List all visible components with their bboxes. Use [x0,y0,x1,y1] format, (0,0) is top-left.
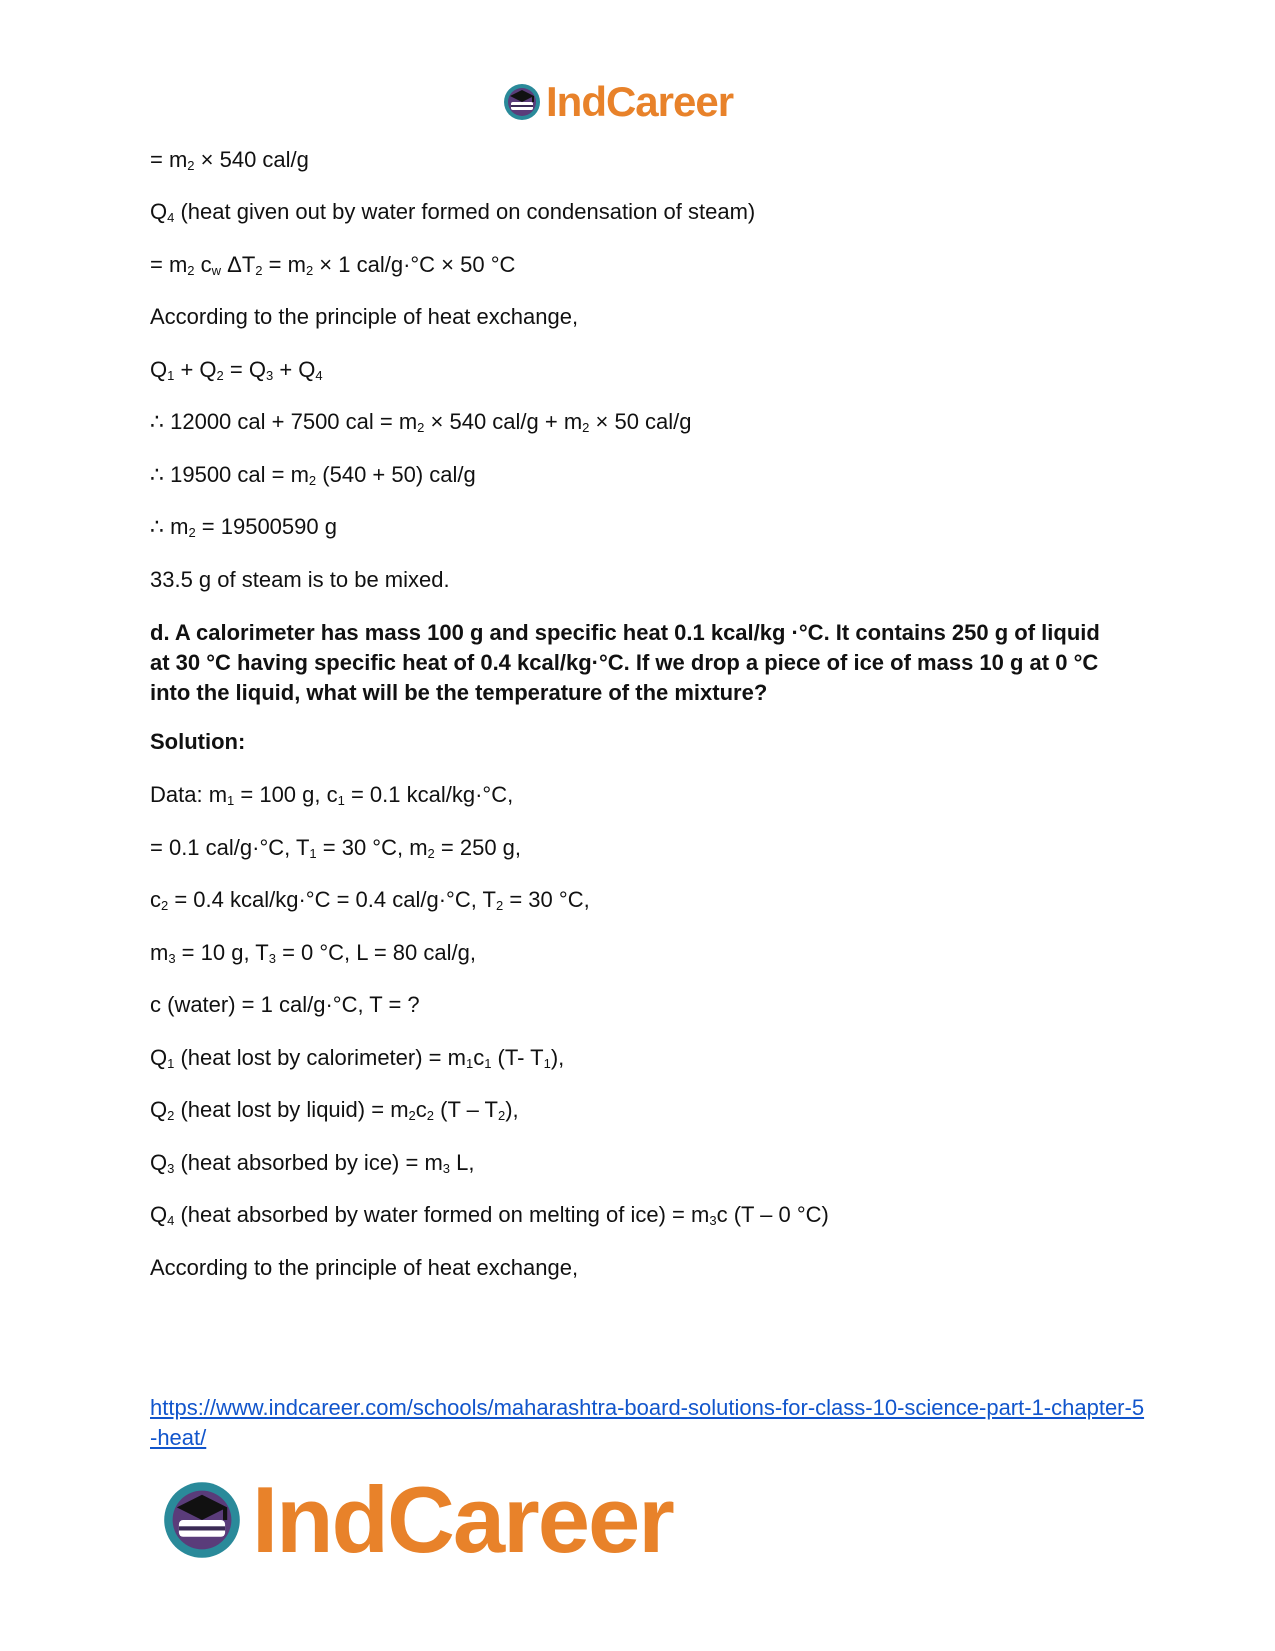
text-segment: = 0.4 kcal/kg·°C = 0.4 cal/g·°C, T [168,887,496,912]
text-line [150,197,755,227]
text-segment: Q [150,1150,168,1175]
text-segment: Q [150,199,168,224]
graduation-book-icon [160,1478,244,1562]
text-segment: = 30 °C, [503,887,590,912]
text-line [150,938,476,968]
text-segment: Q [150,357,168,382]
text-segment: c (T – 0 °C) [716,1202,829,1227]
subscript: 3 [442,1161,451,1176]
text-segment: ), [550,1045,565,1070]
text-line [150,1253,578,1283]
text-segment: = m [150,147,188,172]
subscript: 4 [315,368,323,383]
text-segment: = m [150,252,188,277]
text-line [150,250,515,280]
subscript: 1 [167,368,175,383]
text-segment: × 50 cal/g [589,409,692,434]
text-line [150,1043,564,1073]
text-segment: × 1 cal/g·°C × 50 °C [313,252,516,277]
text-segment: = 10 g, T [175,940,269,965]
subscript: 4 [167,1213,175,1228]
text-segment: = 0 °C, L = 80 cal/g, [275,940,476,965]
subscript: 4 [167,210,175,225]
text-segment: c [150,887,161,912]
text-segment: c [473,1045,485,1070]
text-segment: = m [262,252,306,277]
text-segment: = Q [223,357,266,382]
text-segment: c [194,252,212,277]
text-segment: (heat lost by liquid) = m [174,1097,409,1122]
text-segment: × 540 cal/g + m [424,409,583,434]
text-line [150,145,309,175]
subscript: 2 [187,158,195,173]
subscript: 2 [167,1108,175,1123]
subscript: 2 [426,1108,434,1123]
subscript: 2 [216,368,224,383]
footer-logo-text: IndCareer [252,1467,673,1572]
text-segment: (heat absorbed by ice) = m [174,1150,443,1175]
text-line [150,302,578,332]
text-segment: c (water) = 1 cal/g·°C, T = ? [150,992,420,1017]
text-line [150,1148,474,1178]
subscript: 3 [265,368,274,383]
subscript: 2 [427,846,435,861]
text-line [150,512,337,542]
text-segment: c [415,1097,427,1122]
text-segment: + Q [273,357,316,382]
text-segment: + Q [174,357,217,382]
text-segment: ∴ 12000 cal + 7500 cal = m [150,409,418,434]
text-segment: = 30 °C, m [316,835,428,860]
text-segment: (heat given out by water formed on condensation of steam) [174,199,756,224]
footer-logo [160,1466,673,1574]
subscript: 2 [582,420,590,435]
text-line [150,990,420,1020]
text-segment: Data: m [150,782,228,807]
text-segment: ∴ 19500 cal = m [150,462,309,487]
text-segment: = 0.1 cal/g·°C, T [150,835,310,860]
text-segment: ΔT [221,252,256,277]
text-segment: 33.5 g of steam is to be mixed. [150,567,450,592]
subscript: 2 [308,473,317,488]
text-line [150,460,476,490]
text-line [150,565,450,595]
text-line [150,780,513,810]
text-segment: (T – T [434,1097,498,1122]
subscript: 3 [167,1161,175,1176]
source-link[interactable]: https://www.indcareer.com/schools/maharashtra-board-solutions-for-class-10-science-part-1-chapter-5-heat/ [150,1395,1145,1450]
text-segment: L, [450,1150,475,1175]
header-logo [502,78,733,126]
text-segment: = 100 g, c [234,782,338,807]
text-segment: = 250 g, [434,835,522,860]
subscript: 2 [187,263,195,278]
text-segment: Q [150,1097,168,1122]
text-segment: Q [150,1202,168,1227]
subscript: 1 [309,846,317,861]
text-segment: = 0.1 kcal/kg·°C, [344,782,514,807]
text-segment: ), [505,1097,519,1122]
subscript: 2 [305,263,314,278]
subscript: 2 [161,898,169,913]
text-line [150,407,692,437]
text-segment: m [150,940,169,965]
subscript: 3 [168,951,176,966]
subscript: 1 [167,1056,175,1071]
solution-heading [150,727,1110,757]
subscript: 2 [496,898,504,913]
text-segment: Q [150,1045,168,1070]
subscript: 1 [484,1056,492,1071]
text-line [150,885,590,915]
subscript: 1 [543,1056,551,1071]
text-segment: According to the principle of heat exchange, [150,304,579,329]
subscript: 1 [465,1056,474,1071]
subscript: 2 [497,1108,506,1123]
text-line [150,1095,519,1125]
text-segment: (540 + 50) cal/g [316,462,476,487]
text-segment: × 540 cal/g [194,147,309,172]
text-segment: d. A calorimeter has mass 100 g and specific heat 0.1 kcal/kg ·°C. It contains 250 g of liquid at 30 °C having specific heat of 0.4 kcal/kg·°C. If we drop a piece of ice of mass 10 g at 0 °C into the liquid, what will be the temperature of the mixture? [150,620,1100,705]
question-text [150,618,1110,708]
subscript: 2 [417,420,425,435]
subscript: w [211,263,222,278]
text-segment: (T- T [491,1045,544,1070]
text-line [150,833,521,863]
subscript: 3 [268,951,276,966]
subscript: 2 [255,263,263,278]
text-line [150,355,323,385]
text-segment: (heat lost by calorimeter) = m [174,1045,466,1070]
subscript: 3 [709,1213,717,1228]
subscript: 2 [408,1108,416,1123]
text-segment: = 19500590 g [195,514,337,539]
text-segment: According to the principle of heat exchange, [150,1255,579,1280]
subscript: 1 [227,793,235,808]
subscript: 1 [337,793,345,808]
text-segment: Solution: [150,729,246,754]
subscript: 2 [188,525,196,540]
header-logo-text: IndCareer [546,78,734,125]
text-segment: (heat absorbed by water formed on melting of ice) = m [174,1202,710,1227]
graduation-book-icon [502,82,542,122]
text-segment: ∴ m [150,514,189,539]
text-line [150,1200,829,1230]
